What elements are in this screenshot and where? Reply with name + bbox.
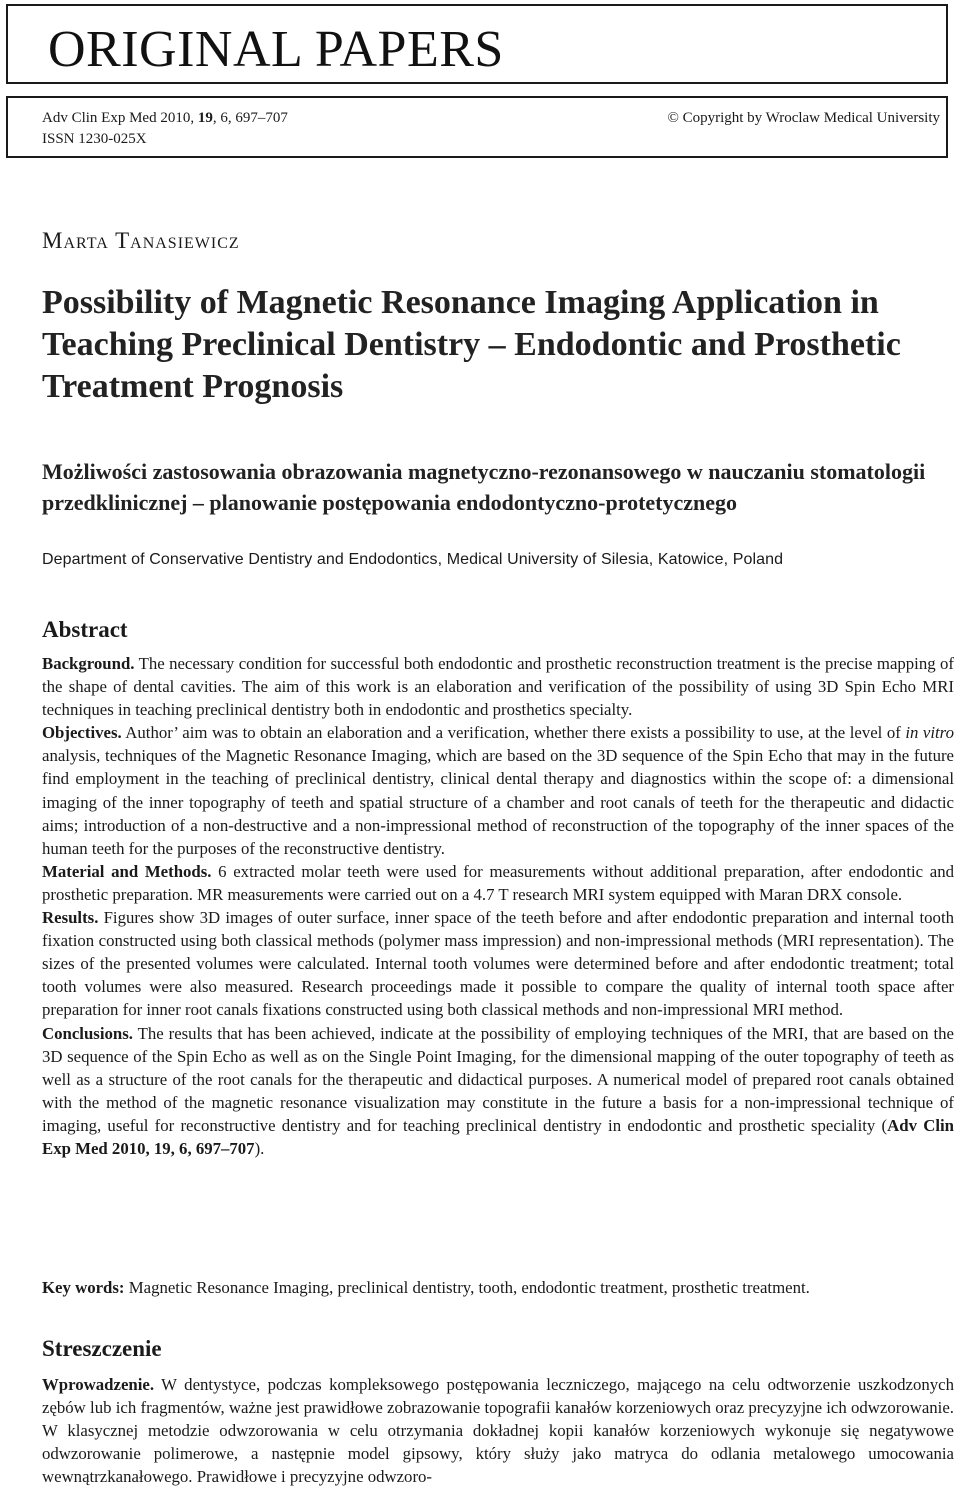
methods-text: 6 extracted molar teeth were used for measurements without additional preparation, after endodontic and prosthetic preparation. MR measurements were carried out on a 4.7 T research MRI system equipped with Maran DRX console.: [42, 861, 954, 904]
section-header-box: [6, 4, 948, 84]
journal-reference: [42, 108, 288, 150]
copyright-notice: © Copyright by Wroclaw Medical University: [667, 110, 940, 126]
conclusions-citation: Adv Clin Exp Med 2010, 19, 6, 697–707: [42, 1115, 954, 1158]
results-text: Figures show 3D images of outer surface, inner space of the teeth before and after endodontic preparation and internal tooth fixation constructed using both classical methods (polymer mass impression) and non-impressional methods (MRI representation). The sizes of the presented volumes were calculated. Internal tooth volumes were determined before and after endodontic treatment; total tooth volumes were also measured. Research proceedings made it possible to compare the quality of internal tooth space after preparation for inner root canals fixations constructed using both classical methods and non-impressional MRI method.: [42, 908, 954, 1020]
abstract-background: [42, 652, 954, 721]
abstract-objectives: [42, 721, 954, 860]
conclusions-end: ).: [254, 1138, 265, 1158]
methods-label: Material and Methods.: [42, 861, 212, 881]
title-english: Possibility of Magnetic Resonance Imaging Application in Teaching Preclinical Dentistry – Endodontic and Prosthetic Treatment Prognosis: [42, 284, 901, 405]
keywords-label: Key words:: [42, 1278, 125, 1297]
background-text: The necessary condition for successful both endodontic and prosthetic reconstruction treatment is the precise mapping of the shape of dental cavities. The aim of this work is an elaboration and verification of the possibility of using 3D Spin Echo MRI techniques in teaching preclinical dentistry both in endodontic and prosthetics specialty.: [42, 654, 954, 720]
streszczenie-heading: Streszczenie: [42, 1336, 162, 1361]
abstract-methods: [42, 860, 954, 906]
background-label: Background.: [42, 654, 135, 673]
affiliation: Department of Conservative Dentistry and Endodontics, Medical University of Silesia, Katowice, Poland: [42, 551, 784, 568]
keywords-text: Magnetic Resonance Imaging, preclinical dentistry, tooth, endodontic treatment, prosthetic treatment.: [124, 1278, 810, 1297]
objectives-text-1: Author’ aim was to obtain an elaboration and a verification, whether there exists a possibility to use, at the level of: [121, 723, 906, 743]
abstract-body: [42, 652, 954, 1160]
issn: ISSN 1230-025X: [42, 131, 147, 147]
journal-meta-box: [6, 96, 948, 158]
conclusions-text: The results that has been achieved, indicate at the possibility of employing techniques of the MRI, that are based on the 3D sequence of the Spin Echo as well as on the Single Point Imaging, for the dimensional mapping of the outer topography of teeth as well as a structure of the root canals for the therapeutic and didactical purposes. A numerical model of prepared root canals obtained with the method of the magnetic resonance visualization may constitute in the future a basis for a non-impressional technique of imaging, useful for reconstructive dentistry and for teaching preclinical dentistry in endodontic and prosthetic speciality (: [42, 1023, 954, 1135]
section-label: ORIGINAL PAPERS: [48, 21, 504, 78]
conclusions-label: Conclusions.: [42, 1023, 133, 1043]
journal-ref-prefix: Adv Clin Exp Med 2010,: [42, 110, 198, 126]
abstract-results: [42, 906, 954, 1021]
journal-ref-suffix: , 6, 697–707: [212, 110, 288, 126]
title-polish: Możliwości zastosowania obrazowania magnetyczno-rezonansowego w nauczaniu stomatologii przedklinicznej – planowanie postępowania endodontyczno-protetycznego: [42, 459, 926, 515]
intro-label: Wprowadzenie.: [42, 1375, 155, 1394]
streszczenie-body: [42, 1373, 954, 1488]
abstract-conclusions: [42, 1022, 954, 1161]
keywords: [42, 1276, 954, 1299]
streszczenie-intro: [42, 1373, 954, 1488]
objectives-text-2: analysis, techniques of the Magnetic Resonance Imaging, which are based on the 3D sequence of the Spin Echo that may in the future find employment in the teaching of preclinical dentistry, clinical dental therapy and diagnostics within the scope of: a dimensional imaging of the inner topography of teeth and spatial structure of a chamber and root canals of teeth for the therapeutic and didactic aims; introduction of a non-destructive and a non-impressional method of reconstruction of the topography of the inner spaces of the human teeth for the purposes of the reconstructive dentistry.: [42, 746, 954, 858]
results-label: Results.: [42, 908, 99, 928]
intro-text: W dentystyce, podczas kompleksowego postępowania leczniczego, mającego na celu odtworzenie uszkodzonych zębów lub ich fragmentów, ważne jest prawidłowe zobrazowanie topografii kanałów korzeniowych oraz precyzyjne ich odwzorowanie. W klasycznej metodzie odwzorowania w celu otrzymania dokładnej kopii kanałów korzeniowych wykonuje się negatywowe odwzorowanie polimerowe, a następnie model gipsowy, który służy jako matryca do odlania metalowego umocowania wewnątrzkanałowego. Prawidłowe i precyzyjne odwzoro-: [42, 1375, 954, 1486]
objectives-label: Objectives.: [42, 723, 122, 743]
author-name: Marta Tanasiewicz: [42, 228, 240, 253]
journal-volume: 19: [197, 110, 213, 126]
abstract-heading: Abstract: [42, 617, 128, 642]
objectives-italic: in vitro: [905, 723, 954, 743]
